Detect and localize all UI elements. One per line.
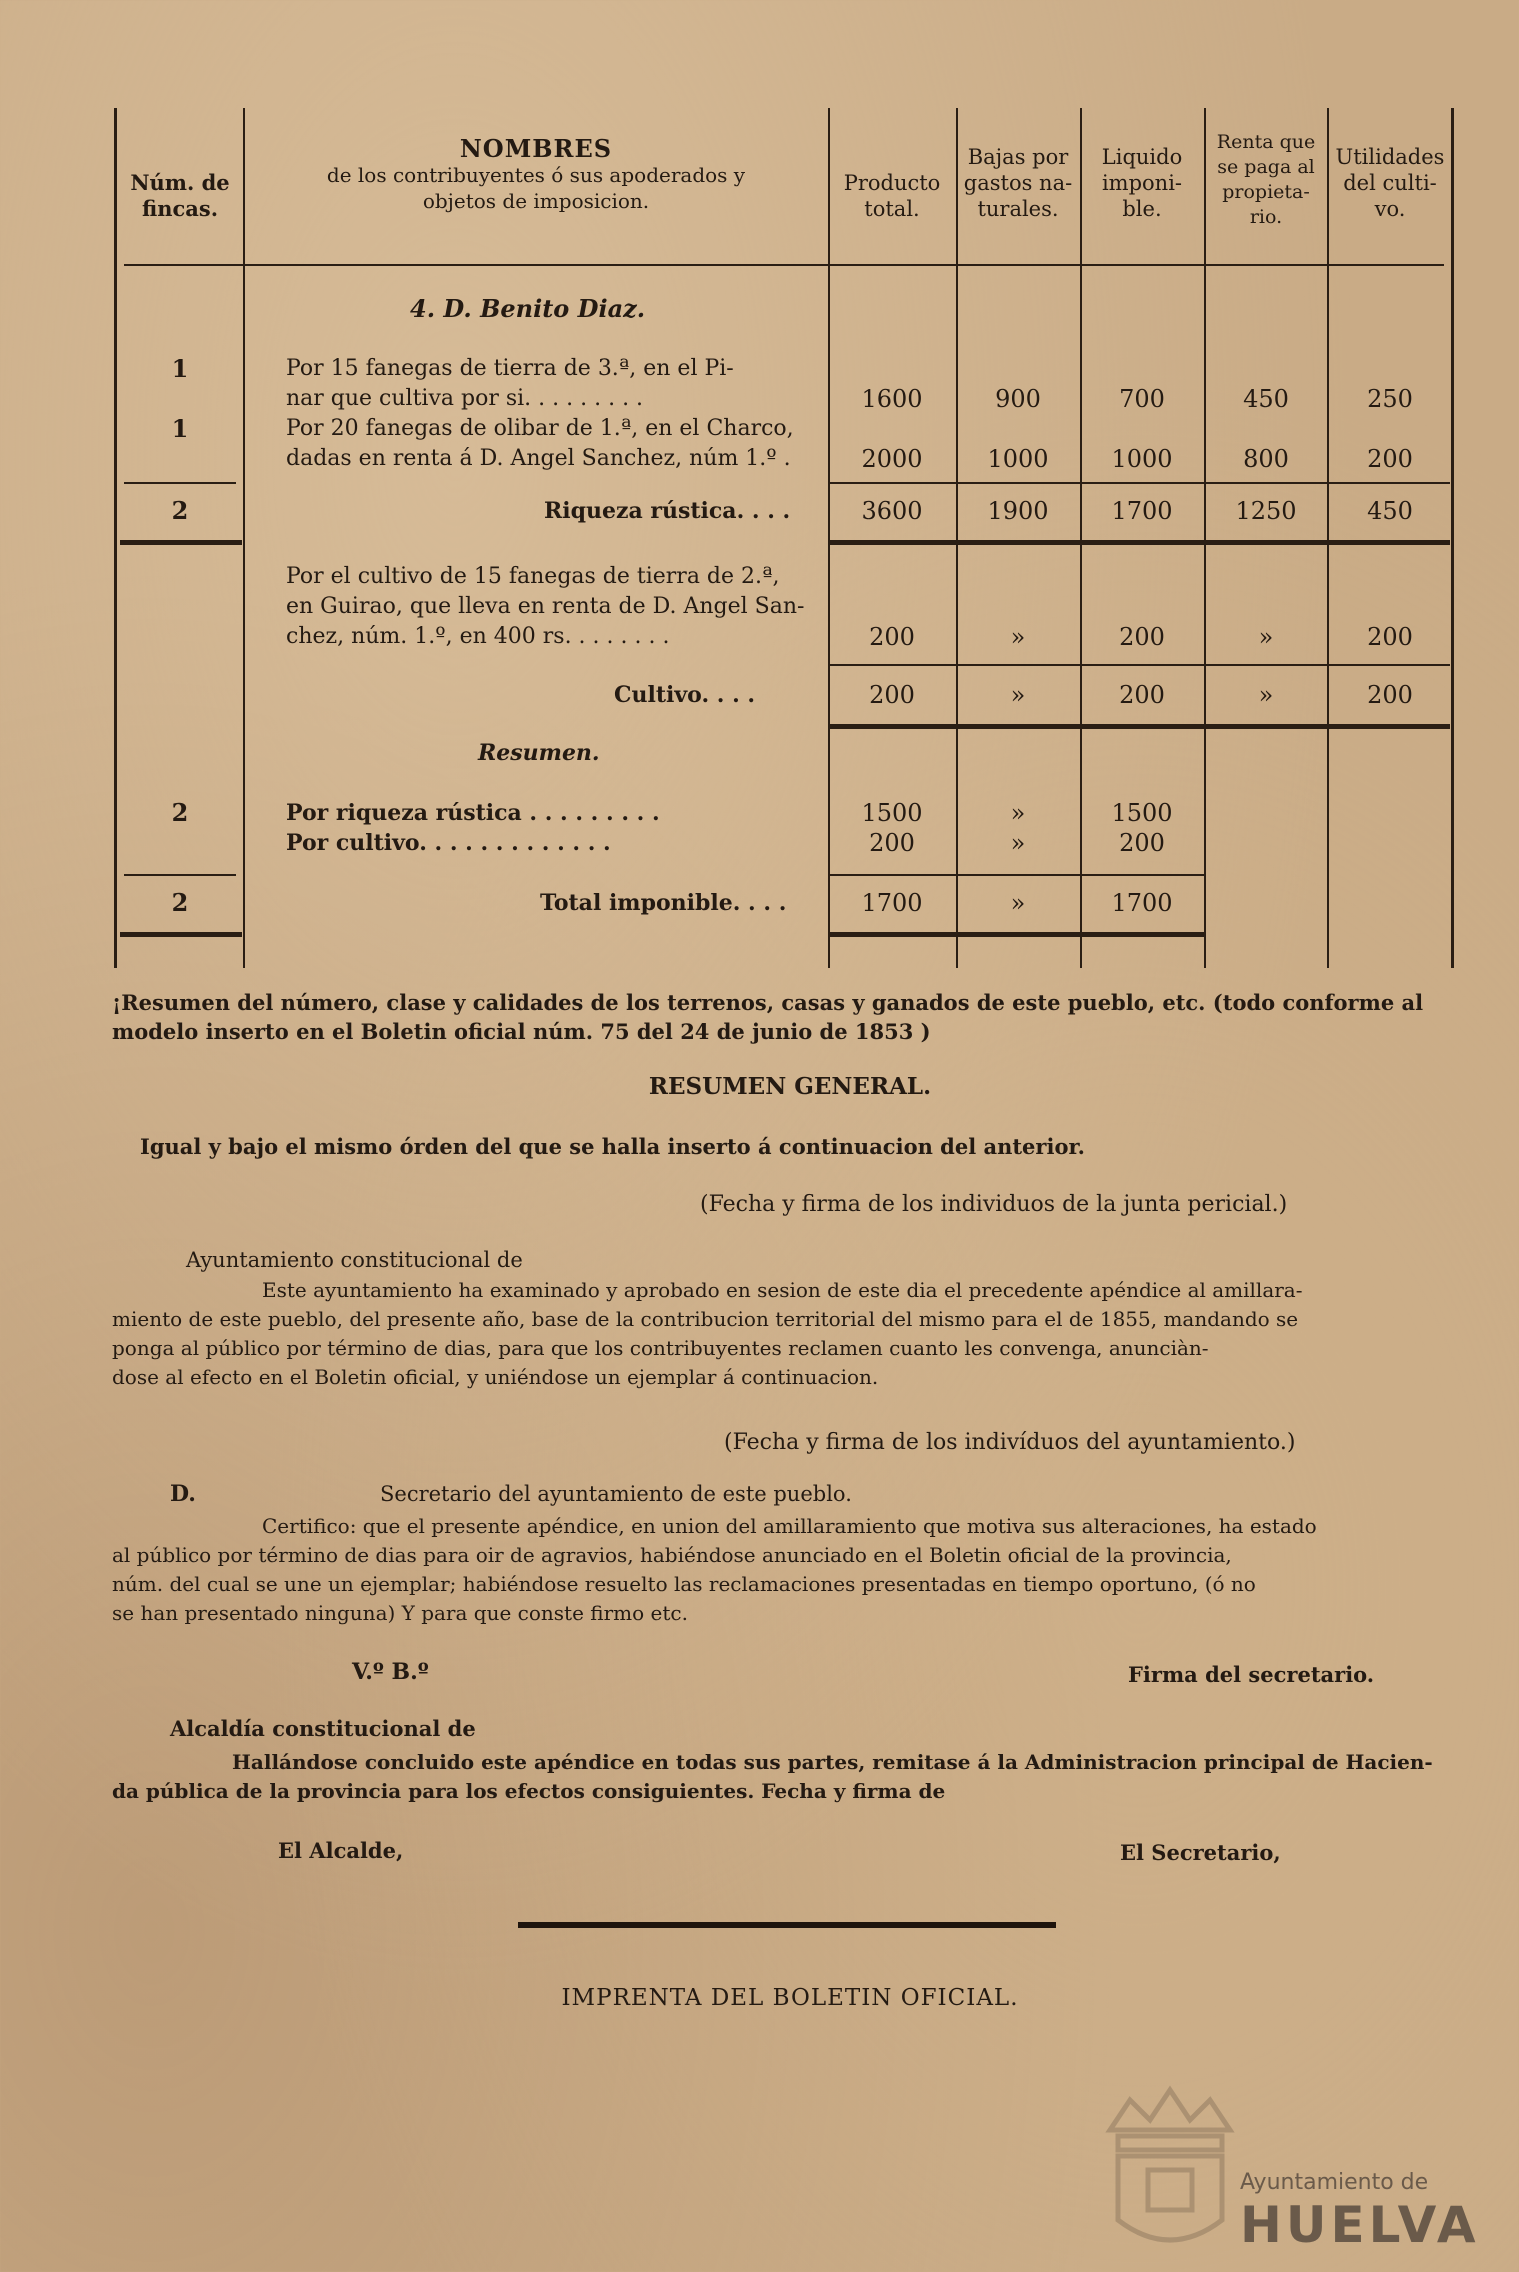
ayuntamiento-title: Ayuntamiento constitucional de bbox=[186, 1248, 523, 1272]
total-rule bbox=[830, 724, 1450, 729]
total-rule bbox=[830, 540, 1450, 545]
resumen-note-line2: modelo inserto en el Boletin oficial núm. 75 del 24 de junio de 1853 ) bbox=[112, 1019, 931, 1044]
visto-bueno: V.º B.º bbox=[352, 1659, 429, 1685]
total-liquido: 1700 bbox=[1111, 889, 1173, 917]
alcaldia-title: Alcaldía constitucional de bbox=[170, 1716, 476, 1741]
owner-name: 4. D. Benito Diaz. bbox=[410, 294, 646, 323]
certifico-line3: núm. del cual se une un ejemplar; habiéndose resuelto las reclamaciones presentadas en tiempo oportuno, (ó no bbox=[112, 1572, 1256, 1596]
total-producto: 1700 bbox=[861, 889, 923, 917]
header-liquido: Liquido imponi- ble. bbox=[1101, 145, 1183, 221]
resumen2-label: Por cultivo. . . . . . . . . . . . . bbox=[286, 830, 611, 856]
header-producto: Producto total. bbox=[843, 171, 941, 221]
row-rule bbox=[830, 874, 1204, 876]
closing-rule bbox=[518, 1922, 1056, 1928]
header-renta: Renta que se paga al propieta- rio. bbox=[1216, 131, 1316, 228]
header-fincas: Núm. de fincas. bbox=[130, 170, 230, 221]
riqueza-fincas: 2 bbox=[171, 496, 189, 525]
row1-fincas: 1 bbox=[171, 354, 189, 383]
certifico-line2: al público por término de dias para oir de agravios, habiéndose anunciado en el Boletin oficial de la provincia, bbox=[112, 1543, 1232, 1567]
el-alcalde: El Alcalde, bbox=[278, 1838, 404, 1863]
ayuntamiento-line3: ponga al público por término de dias, para que los contribuyentes reclamen cuanto les convenga, anunciàn- bbox=[112, 1336, 1209, 1360]
header-utilidades: Utilidades del culti- vo. bbox=[1335, 145, 1445, 221]
total-fincas: 2 bbox=[171, 888, 189, 917]
el-secretario: El Secretario, bbox=[1120, 1840, 1281, 1865]
riqueza-renta: 1250 bbox=[1235, 497, 1297, 525]
col-rule bbox=[1327, 108, 1329, 968]
fecha-junta: (Fecha y firma de los individuos de la junta pericial.) bbox=[700, 1192, 1288, 1217]
row1-desc: Por 15 fanegas de tierra de 3.ª, en el Pi- nar que cultiva por si. . . . . . . . . bbox=[286, 356, 734, 411]
cultivo-total-utilidades: 200 bbox=[1367, 681, 1413, 709]
header-bajas: Bajas por gastos na- turales. bbox=[963, 145, 1073, 221]
resumen1-fincas: 2 bbox=[171, 798, 189, 827]
resumen-title: Resumen. bbox=[478, 740, 600, 766]
header-rule bbox=[124, 264, 1444, 266]
riqueza-producto: 3600 bbox=[861, 497, 923, 525]
cultivo-total-bajas: » bbox=[1010, 681, 1026, 709]
row-rule bbox=[124, 874, 236, 876]
row-rule bbox=[830, 482, 1450, 484]
row2-desc: Por 20 fanegas de olibar de 1.ª, en el Charco, dadas en renta á D. Angel Sanchez, núm 1.º . bbox=[286, 416, 794, 471]
total-bajas: » bbox=[1010, 889, 1026, 917]
ayuntamiento-line1: Este ayuntamiento ha examinado y aprobado en sesion de este dia el precedente apéndice al amillara- bbox=[262, 1278, 1303, 1302]
total-label: Total imponible. . . . bbox=[540, 890, 787, 916]
header-nombres: NOMBRES de los contribuyentes ó sus apoderados y objetos de imposicion. bbox=[326, 134, 746, 213]
imprenta: IMPRENTA DEL BOLETIN OFICIAL. bbox=[561, 1985, 1019, 2011]
cultivo-desc: Por el cultivo de 15 fanegas de tierra de 2.ª, en Guirao, que lleva en renta de D. Angel San- chez, núm. 1.º, en 400 rs. . . . . . . . bbox=[286, 564, 805, 649]
total-rule bbox=[830, 932, 1204, 937]
cultivo-total-producto: 200 bbox=[869, 681, 915, 709]
secretario-title: Secretario del ayuntamiento de este pueblo. bbox=[380, 1482, 852, 1506]
row-rule bbox=[830, 664, 1450, 666]
cultivo-renta: » bbox=[1258, 623, 1274, 651]
riqueza-utilidades: 450 bbox=[1367, 497, 1413, 525]
col-rule bbox=[1204, 108, 1206, 968]
cultivo-producto: 200 bbox=[869, 623, 915, 651]
resumen2-producto: 200 bbox=[869, 829, 915, 857]
certifico-line4: se han presentado ninguna) Y para que conste firmo etc. bbox=[112, 1601, 688, 1625]
row1-bajas: 900 bbox=[995, 385, 1041, 413]
row1-renta: 450 bbox=[1243, 385, 1289, 413]
ayuntamiento-line4: dose al efecto en el Boletin oficial, y uniéndose un ejemplar á continuacion. bbox=[112, 1365, 879, 1389]
row2-bajas: 1000 bbox=[987, 445, 1049, 473]
row1-producto: 1600 bbox=[861, 385, 923, 413]
ledger-table bbox=[114, 108, 1454, 968]
firma-secretario: Firma del secretario. bbox=[1128, 1662, 1375, 1687]
resumen-general-text: Igual y bajo el mismo órden del que se halla inserto á continuacion del anterior. bbox=[140, 1134, 1085, 1159]
row-rule bbox=[124, 482, 236, 484]
resumen1-producto: 1500 bbox=[861, 799, 923, 827]
resumen-note-line1: ¡Resumen del número, clase y calidades de los terrenos, casas y ganados de este pueblo, etc. (todo conforme al bbox=[112, 990, 1424, 1015]
row2-liquido: 1000 bbox=[1111, 445, 1173, 473]
col-rule bbox=[1451, 108, 1454, 968]
alcaldia-line2: da pública de la provincia para los efectos consiguientes. Fecha y firma de bbox=[112, 1779, 946, 1803]
cultivo-liquido: 200 bbox=[1119, 623, 1165, 651]
ayuntamiento-line2: miento de este pueblo, del presente año, base de la contribucion territorial del mismo para el de 1855, mandando se bbox=[112, 1307, 1299, 1331]
cultivo-utilidades: 200 bbox=[1367, 623, 1413, 651]
resumen1-liquido: 1500 bbox=[1111, 799, 1173, 827]
cultivo-total-label: Cultivo. . . . bbox=[614, 682, 756, 708]
row1-liquido: 700 bbox=[1119, 385, 1165, 413]
cultivo-total-liquido: 200 bbox=[1119, 681, 1165, 709]
riqueza-label: Riqueza rústica. . . . bbox=[544, 498, 791, 524]
secretario-d: D. bbox=[170, 1481, 196, 1507]
resumen1-label: Por riqueza rústica . . . . . . . . . bbox=[286, 800, 660, 826]
resumen1-bajas: » bbox=[1010, 799, 1026, 827]
row2-renta: 800 bbox=[1243, 445, 1289, 473]
cultivo-total-renta: » bbox=[1258, 681, 1274, 709]
resumen-general-title: RESUMEN GENERAL. bbox=[648, 1073, 932, 1100]
row2-fincas: 1 bbox=[171, 414, 189, 443]
fecha-ayuntamiento: (Fecha y firma de los indivíduos del ayuntamiento.) bbox=[724, 1430, 1296, 1455]
resumen2-liquido: 200 bbox=[1119, 829, 1165, 857]
alcaldia-line1: Hallándose concluido este apéndice en todas sus partes, remitase á la Administracion principal de Hacien- bbox=[232, 1750, 1433, 1774]
row1-utilidades: 250 bbox=[1367, 385, 1413, 413]
row2-utilidades: 200 bbox=[1367, 445, 1413, 473]
riqueza-bajas: 1900 bbox=[987, 497, 1049, 525]
row2-producto: 2000 bbox=[861, 445, 923, 473]
watermark-word: HUELVA bbox=[1240, 2196, 1480, 2254]
certifico-line1: Certifico: que el presente apéndice, en union del amillaramiento que motiva sus alteraciones, ha estado bbox=[262, 1514, 1317, 1538]
cultivo-bajas: » bbox=[1010, 623, 1026, 651]
watermark-caption: Ayuntamiento de bbox=[1240, 2170, 1429, 2195]
resumen2-bajas: » bbox=[1010, 829, 1026, 857]
total-rule bbox=[120, 932, 242, 937]
col-rule bbox=[243, 108, 245, 968]
total-rule bbox=[120, 540, 242, 545]
col-rule bbox=[114, 108, 117, 968]
riqueza-liquido: 1700 bbox=[1111, 497, 1173, 525]
